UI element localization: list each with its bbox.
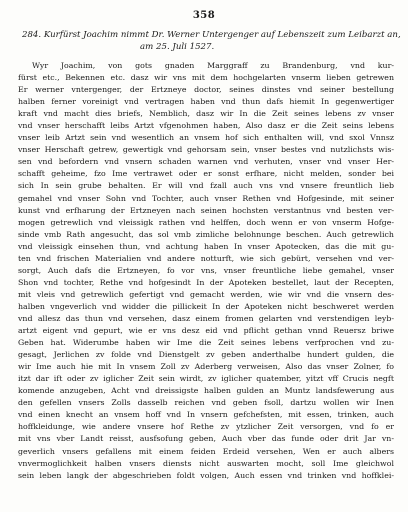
body-line: halben vngeverlich vnd widder die pillickeit In der Apoteken nicht beschweret werden — [18, 301, 394, 311]
body-line: den gefellen vnsers Zolls dasselb reichen vnd geben fsoll, dartzu wollen wir Inen — [18, 398, 394, 408]
body-line: Wyr Joachim, von gots gnaden Marggraff zu Brandenburg, vnd kur- — [32, 61, 394, 70]
body-line: mit vleis vnd getrewlich gefertigt vnd gemacht werden, wie wir vnd die vnsern des- — [18, 289, 394, 299]
page-number: 358 — [192, 10, 216, 21]
body-line: halben ferner voreinigt vnd vertragen haben vnd thun dafs hiemit In gegenwertiger — [18, 97, 394, 107]
body-line: itzt dar ift oder zv iglicher Zeit sein wirdt, zv iglicher quatember, yitzt vff Crucis negft — [18, 374, 394, 384]
body-line: gemahel vnd vnser Sohn vnd Tochter, auch vnser Rethen vnd Hofgesinde, mit seiner — [18, 193, 394, 203]
body-line: sich In sein grube behalten. Er will vnd fzall auch vns vnd vnsere freuntlich lieb — [18, 181, 394, 191]
body-line: Geben hat. Widerumbe haben wir Ime die Zeit seines lebens verfprochen vnd zu- — [18, 338, 394, 348]
body-line: mit vns vber Landt reisst, ausfsofung geben, Auch vber das funde oder drit Jar vn- — [18, 434, 394, 444]
document-heading — [22, 29, 401, 53]
body-line: vnvermoglichkeit halben vnsers diensts nicht auswarten mocht, soll Ime gleichwol — [18, 458, 394, 468]
body-line: komende anzugeben, Acht vnd dreissigste halben gulden an Muntz landsfewerung aus — [18, 386, 394, 396]
body-line: vnser Herschaft getrew, gewertigk vnd gehorsam sein, vnser bestes vnd nutzlichsts wis- — [18, 145, 394, 155]
heading-line: 284. Kurfürst Joachim nimmt Dr. Werner Untergenger auf Lebenszeit zum Leibarzt an, — [22, 30, 401, 40]
body-line: geverlich vnsers gefallens mit einem feiden Erdeid versehen, Wen er auch albers — [18, 446, 394, 456]
body-line: sen vnd befordern vnd vnsern schaden warnen vnd verhuten, vnser vnd vnser Her- — [18, 157, 394, 167]
body-line: kraft vnd macht dies briefs, Nemblich, dasz wir In die Zeit seines lebens zv vnser — [18, 109, 394, 119]
body-line: sein leben langk der abgeschrieben foldt volgen, Auch essen vnd trinken vnd hoffklei- — [18, 470, 394, 480]
body-line: vnd einen knecht an vnsem hoff vnd In vnsern gefchefsten, mit essen, trinken, auch — [18, 410, 394, 420]
heading-line: am 25. Juli 1527. — [140, 42, 215, 52]
body-line: wir Ime auch hie mit In vnsem Zoll zv Aderberg verweisen, Also das vnser Zolner, fo — [18, 362, 394, 372]
body-line: hoffkleidunge, wie andere vnsere hof Rethe zv ytzlicher Zeit versorgen, vnd fo er — [18, 422, 394, 432]
body-line: vnd allesz das thun vnd versehen, dasz einem fromen gelarten vnd verstendigen leyb- — [18, 313, 394, 323]
body-line: mogen getrewlich vnd vleissigk rathen vnd helffen, doch wenn er von vnserm Hofge- — [18, 217, 394, 227]
document-body — [18, 60, 394, 482]
body-line: vnd vleissigk einsehen thun, vnd achtung haben In vnser Apotecken, das die mit gu- — [18, 241, 394, 251]
body-line: vnd vnser herschafft leibs Artzt vfgenohmen haben, Also dasz er die Zeit seins lebens — [18, 121, 394, 131]
body-line: Shon vnd tochter, Rethe vnd hofgesindt In der Apoteken bestellet, laut der Recepten, — [18, 277, 394, 287]
body-line: ten vnd frischen Materialien vnd andere notturft, wie sich gebürt, versehen vnd ver- — [18, 253, 394, 263]
body-line: Er werner vntergenger, der Ertzneye doctor, seines dinstes vnd seiner bestellung — [18, 85, 394, 95]
body-line: artzt eigent vnd gepurt, wie er vns desz eid vnd pflicht gethan vnnd Reuersz briwe — [18, 326, 394, 336]
body-line: vnser leib Artzt sein vnd wesentlich an vnsem hof sich enthalten will, vnd sxol Vnnsz — [18, 133, 394, 143]
body-line: kunst vnd erfharung der Ertzneyen nach seinen hochsten verstantnus vnd besten ver- — [18, 205, 394, 215]
body-line: sorgt, Auch dafs die Ertzneyen, fo vor vns, vnser freuntliche liebe gemahel, vnser — [18, 265, 394, 275]
body-line: fürst etc., Bekennen etc. dasz wir vns mit dem hochgelarten vnserm lieben getrewen — [18, 73, 394, 83]
body-line: sinde vmb Rath angesucht, das sol vmb zimliche belohnunge beschen. Auch getrewlich — [18, 229, 394, 239]
body-line: gesagt, Jerlichen zv folde vnd Dienstgelt zv geben anderthalbe hundert gulden, die — [18, 350, 394, 360]
body-line: schafft geheime, fzo Ime vertrawet oder er sonst erfhare, nicht melden, sonder bei — [18, 169, 394, 179]
